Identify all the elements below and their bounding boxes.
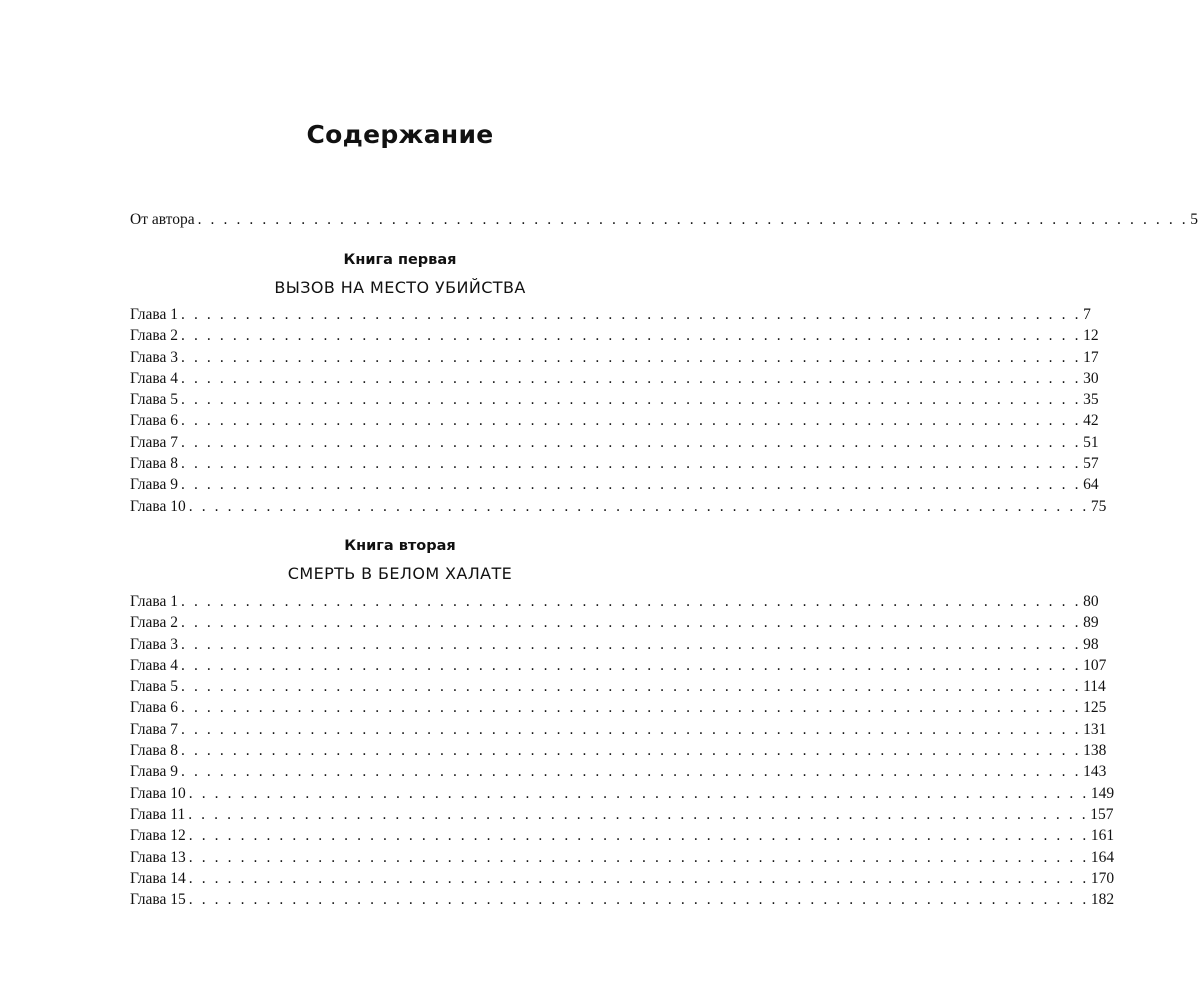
toc-entry[interactable] xyxy=(130,474,1099,495)
toc-entry[interactable] xyxy=(130,634,1099,655)
toc-entry-label: Глава 8 xyxy=(130,455,179,473)
toc-entry-label: Глава 9 xyxy=(130,763,179,781)
toc-entry-page: 182 xyxy=(1090,891,1115,909)
toc-entry-label: Глава 11 xyxy=(130,805,186,823)
toc-entry-label: Глава 6 xyxy=(130,699,179,717)
toc-entry-page: 131 xyxy=(1083,720,1107,738)
dot-leader: . . . . . . . . . . . . . . . . . . . . . . . . . . . . . . . . . . . . . . . . . . . . . . . . . . . . . . . . . . . . . . . . . . . . . . xyxy=(181,593,1082,610)
dot-leader: . . . . . . . . . . . . . . . . . . . . . . . . . . . . . . . . . . . . . . . . . . . . . . . . . . . . . . . . . . . . . . . . . . . . . . xyxy=(181,348,1082,366)
book-2-subtitle: СМЕРТЬ В БЕЛОМ ХАЛАТЕ xyxy=(287,564,513,583)
toc-entry[interactable] xyxy=(130,347,1099,368)
dot-leader: . . . . . . . . . . . . . . . . . . . . . . . . . . . . . . . . . . . . . . . . . . . . . . . . . . . . . . . . . . . . . . . . . . . . . . xyxy=(188,827,1089,845)
toc-entry-label: Глава 10 xyxy=(130,497,186,515)
toc-entry-page: 80 xyxy=(1083,593,1099,610)
toc-entry-page: 157 xyxy=(1090,805,1114,823)
toc-entry-page: 138 xyxy=(1083,742,1107,760)
page-title: Содержание xyxy=(306,120,494,149)
book-2-heading: Книга вторая xyxy=(344,538,456,554)
dot-leader: . . . . . . . . . . . . . . . . . . . . . . . . . . . . . . . . . . . . . . . . . . . . . . . . . . . . . . . . . . . . . . . . . . . . . . xyxy=(181,327,1082,345)
toc-entry-label: Глава 1 xyxy=(130,306,179,323)
toc-entry[interactable] xyxy=(130,453,1099,474)
book-1-chapter-list xyxy=(130,304,1107,517)
book-1-subtitle: ВЫЗОВ НА МЕСТО УБИЙСТВА xyxy=(274,278,526,297)
dot-leader: . . . . . . . . . . . . . . . . . . . . . . . . . . . . . . . . . . . . . . . . . . . . . . . . . . . . . . . . . . . . . . . . . . . . . . xyxy=(188,805,1089,823)
toc-entry-label: Глава 1 xyxy=(130,593,179,610)
dot-leader: . . . . . . . . . . . . . . . . . . . . . . . . . . . . . . . . . . . . . . . . . . . . . . . . . . . . . . . . . . . . . . . . . . . . . . xyxy=(188,869,1089,887)
toc-entry-label: Глава 7 xyxy=(130,433,179,451)
toc-entry-label: Глава 10 xyxy=(130,784,186,802)
toc-entry-label: Глава 7 xyxy=(130,720,179,738)
dot-leader: . . . . . . . . . . . . . . . . . . . . . . . . . . . . . . . . . . . . . . . . . . . . . . . . . . . . . . . . . . . . . . . . . . . . . . xyxy=(181,699,1082,717)
toc-entry[interactable] xyxy=(130,389,1099,410)
toc-entry-label: Глава 8 xyxy=(130,742,179,760)
toc-entry-label: Глава 2 xyxy=(130,327,179,345)
book-2-chapter-list xyxy=(130,591,1115,910)
toc-entry-label: Глава 5 xyxy=(130,678,179,696)
toc-entry[interactable] xyxy=(130,591,1099,612)
toc-entry-label: Глава 4 xyxy=(130,369,179,387)
toc-entry[interactable] xyxy=(130,410,1099,431)
dot-leader: . . . . . . . . . . . . . . . . . . . . . . . . . . . . . . . . . . . . . . . . . . . . . . . . . . . . . . . . . . . . . . . . . . . . . . xyxy=(188,891,1089,909)
toc-entry-page: 30 xyxy=(1083,369,1099,387)
dot-leader: . . . . . . . . . . . . . . . . . . . . . . . . . . . . . . . . . . . . . . . . . . . . . . . . . . . . . . . . . . . . . . . . . . . . . . xyxy=(181,614,1082,632)
toc-entry[interactable] xyxy=(130,719,1107,740)
toc-entry-page: 164 xyxy=(1090,848,1115,866)
toc-entry[interactable] xyxy=(130,847,1115,868)
dot-leader: . . . . . . . . . . . . . . . . . . . . . . . . . . . . . . . . . . . . . . . . . . . . . . . . . . . . . . . . . . . . . . . . . . . . . . xyxy=(181,476,1082,494)
toc-entry-page: 17 xyxy=(1083,348,1099,366)
dot-leader: . . . . . . . . . . . . . . . . . . . . . . . . . . . . . . . . . . . . . . . . . . . . . . . . . . . . . . . . . . . . . . . . . . . . . . xyxy=(181,455,1082,473)
toc-entry-page: 89 xyxy=(1083,614,1099,632)
dot-leader: . . . . . . . . . . . . . . . . . . . . . . . . . . . . . . . . . . . . . . . . . . . . . . . . . . . . . . . . . . . . . . . . . . . . . . xyxy=(181,763,1082,781)
toc-entry-page: 5 xyxy=(1190,211,1198,228)
book-1-heading: Книга первая xyxy=(343,252,457,268)
toc-entry-label: Глава 9 xyxy=(130,476,179,494)
toc-entry-page: 114 xyxy=(1083,678,1106,696)
toc-entry-label: Глава 13 xyxy=(130,848,186,866)
toc-entry-label: От автора xyxy=(130,211,195,228)
toc-entry[interactable] xyxy=(130,496,1107,517)
toc-entry[interactable] xyxy=(130,304,1091,325)
toc-entry-page: 75 xyxy=(1090,497,1107,515)
toc-entry-page: 143 xyxy=(1083,763,1107,781)
toc-entry[interactable] xyxy=(130,825,1115,846)
toc-entry-label: Глава 14 xyxy=(130,869,186,887)
toc-entry[interactable] xyxy=(130,740,1107,761)
toc-entry-page: 161 xyxy=(1090,827,1115,845)
toc-entry[interactable] xyxy=(130,868,1115,889)
toc-entry-page: 35 xyxy=(1083,391,1099,409)
toc-entry-label: Глава 4 xyxy=(130,656,179,674)
toc-entry-page: 98 xyxy=(1083,635,1099,653)
toc-entry-page: 149 xyxy=(1090,784,1115,802)
toc-entry[interactable] xyxy=(130,804,1114,825)
toc-entry-page: 170 xyxy=(1090,869,1115,887)
dot-leader: . . . . . . . . . . . . . . . . . . . . . . . . . . . . . . . . . . . . . . . . . . . . . . . . . . . . . . . . . . . . . . . . . . . . . . xyxy=(188,784,1089,802)
dot-leader: . . . . . . . . . . . . . . . . . . . . . . . . . . . . . . . . . . . . . . . . . . . . . . . . . . . . . . . . . . . . . . . . . . . . . . xyxy=(181,656,1082,674)
toc-entry-page: 7 xyxy=(1083,306,1091,323)
dot-leader: . . . . . . . . . . . . . . . . . . . . . . . . . . . . . . . . . . . . . . . . . . . . . . . . . . . . . . . . . . . . . . . . . . . . . . xyxy=(188,848,1089,866)
dot-leader: . . . . . . . . . . . . . . . . . . . . . . . . . . . . . . . . . . . . . . . . . . . . . . . . . . . . . . . . . . . . . . . . . . . . . . xyxy=(181,369,1082,387)
toc-intro xyxy=(130,209,1198,230)
toc-entry[interactable] xyxy=(130,325,1099,346)
toc-entry-page: 12 xyxy=(1083,327,1099,345)
toc-entry[interactable] xyxy=(130,612,1099,633)
dot-leader: . . . . . . . . . . . . . . . . . . . . . . . . . . . . . . . . . . . . . . . . . . . . . . . . . . . . . . . . . . . . . . . . . . . . . . xyxy=(181,306,1082,323)
toc-entry-label: Глава 12 xyxy=(130,827,186,845)
dot-leader: . . . . . . . . . . . . . . . . . . . . . . . . . . . . . . . . . . . . . . . . . . . . . . . . . . . . . . . . . . . . . . . . . . . . . . xyxy=(181,433,1082,451)
toc-entry[interactable] xyxy=(130,676,1106,697)
toc-entry-label: Глава 6 xyxy=(130,412,179,430)
toc-entry-label: Глава 2 xyxy=(130,614,179,632)
toc-entry[interactable] xyxy=(130,209,1198,230)
toc-entry-page: 51 xyxy=(1083,433,1099,451)
toc-entry[interactable] xyxy=(130,783,1115,804)
toc-entry-label: Глава 3 xyxy=(130,348,179,366)
dot-leader: . . . . . . . . . . . . . . . . . . . . . . . . . . . . . . . . . . . . . . . . . . . . . . . . . . . . . . . . . . . . . . . . . . . . . . . . . . . . . xyxy=(197,211,1189,228)
toc-entry-page: 42 xyxy=(1083,412,1099,430)
toc-entry[interactable] xyxy=(130,761,1107,782)
dot-leader: . . . . . . . . . . . . . . . . . . . . . . . . . . . . . . . . . . . . . . . . . . . . . . . . . . . . . . . . . . . . . . . . . . . . . . xyxy=(181,720,1082,738)
dot-leader: . . . . . . . . . . . . . . . . . . . . . . . . . . . . . . . . . . . . . . . . . . . . . . . . . . . . . . . . . . . . . . . . . . . . . . xyxy=(181,678,1082,696)
toc-entry-page: 125 xyxy=(1083,699,1107,717)
toc-entry[interactable] xyxy=(130,368,1099,389)
toc-entry-label: Глава 3 xyxy=(130,635,179,653)
dot-leader: . . . . . . . . . . . . . . . . . . . . . . . . . . . . . . . . . . . . . . . . . . . . . . . . . . . . . . . . . . . . . . . . . . . . . . xyxy=(181,412,1082,430)
dot-leader: . . . . . . . . . . . . . . . . . . . . . . . . . . . . . . . . . . . . . . . . . . . . . . . . . . . . . . . . . . . . . . . . . . . . . . xyxy=(181,635,1082,653)
toc-entry-page: 57 xyxy=(1083,455,1099,473)
toc-entry[interactable] xyxy=(130,697,1107,718)
dot-leader: . . . . . . . . . . . . . . . . . . . . . . . . . . . . . . . . . . . . . . . . . . . . . . . . . . . . . . . . . . . . . . . . . . . . . . xyxy=(181,742,1082,760)
toc-entry[interactable] xyxy=(130,655,1107,676)
dot-leader: . . . . . . . . . . . . . . . . . . . . . . . . . . . . . . . . . . . . . . . . . . . . . . . . . . . . . . . . . . . . . . . . . . . . . . xyxy=(188,497,1089,515)
dot-leader: . . . . . . . . . . . . . . . . . . . . . . . . . . . . . . . . . . . . . . . . . . . . . . . . . . . . . . . . . . . . . . . . . . . . . . xyxy=(181,391,1082,409)
toc-entry-label: Глава 15 xyxy=(130,891,186,909)
toc-entry-label: Глава 5 xyxy=(130,391,179,409)
toc-entry-page: 64 xyxy=(1083,476,1099,494)
toc-entry-page: 107 xyxy=(1083,656,1107,674)
toc-entry[interactable] xyxy=(130,432,1099,453)
toc-entry[interactable] xyxy=(130,889,1115,910)
